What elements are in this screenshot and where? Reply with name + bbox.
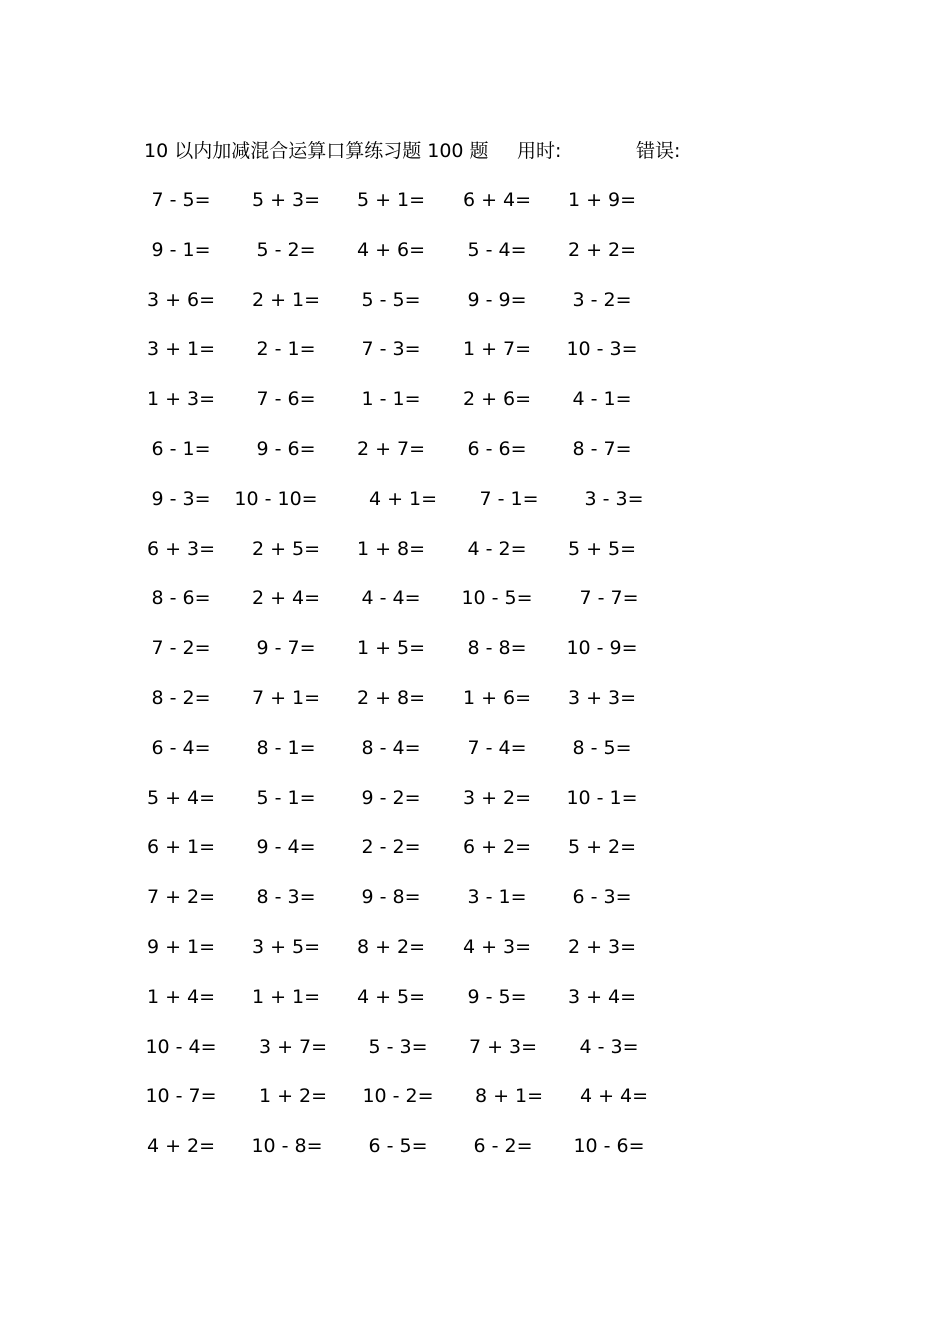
problem-cell: 6 + 1= [146,836,216,858]
problem-cell: 10 - 8= [251,1135,323,1157]
problem-cell: 7 + 1= [251,687,321,709]
problem-cell: 5 - 4= [467,239,527,261]
problem-cell: 7 - 2= [151,637,211,659]
problem-cell: 8 - 6= [151,587,211,609]
problem-cell: 5 + 2= [567,836,637,858]
problem-cell: 4 + 4= [579,1085,649,1107]
problem-cell: 1 + 9= [567,189,637,211]
problem-cell: 10 - 2= [362,1085,434,1107]
problem-cell: 9 - 5= [467,986,527,1008]
problem-cell: 4 - 1= [572,388,632,410]
problem-cell: 7 - 3= [361,338,421,360]
problem-row [146,334,710,364]
problem-cell: 2 - 1= [256,338,316,360]
problem-cell: 8 - 7= [572,438,632,460]
problem-cell: 9 - 1= [151,239,211,261]
problem-cell: 10 - 10= [234,488,318,510]
problem-cell: 8 - 4= [361,737,421,759]
problem-cell: 4 + 2= [146,1135,216,1157]
problem-cell: 8 - 5= [572,737,632,759]
problem-row [150,484,710,514]
problem-row [146,982,710,1012]
problem-cell: 6 - 2= [473,1135,533,1157]
problem-row [146,783,710,813]
problem-cell: 9 + 1= [146,936,216,958]
problem-cell: 2 + 5= [251,538,321,560]
problem-row [150,583,710,613]
problem-cell: 2 + 4= [251,587,321,609]
problem-cell: 7 - 5= [151,189,211,211]
problem-cell: 2 + 8= [356,687,426,709]
problem-row [150,633,710,663]
problem-cell: 8 + 1= [474,1085,544,1107]
problem-cell: 9 - 6= [256,438,316,460]
problem-cell: 4 + 1= [368,488,438,510]
problem-cell: 4 + 3= [462,936,532,958]
problem-cell: 1 + 5= [356,637,426,659]
problem-cell: 2 + 6= [462,388,532,410]
problem-cell: 3 - 2= [572,289,632,311]
problem-cell: 9 - 2= [361,787,421,809]
problem-cell: 5 - 1= [256,787,316,809]
problem-cell: 10 - 7= [145,1085,217,1107]
problem-cell: 10 - 9= [566,637,638,659]
problem-cell: 7 - 1= [479,488,539,510]
problem-cell: 3 + 3= [567,687,637,709]
problem-cell: 1 + 7= [462,338,532,360]
problem-cell: 1 + 2= [258,1085,328,1107]
problem-cell: 5 + 5= [567,538,637,560]
problem-row [145,1081,710,1111]
problem-cell: 10 - 1= [566,787,638,809]
problem-row [150,434,710,464]
problem-cell: 9 - 4= [256,836,316,858]
problem-cell: 6 + 4= [462,189,532,211]
problem-cell: 7 + 2= [146,886,216,908]
problem-cell: 4 + 6= [356,239,426,261]
problem-cell: 10 - 3= [566,338,638,360]
problem-cell: 10 - 6= [573,1135,645,1157]
problem-row [146,1131,710,1161]
problem-cell: 4 - 3= [579,1036,639,1058]
problem-cell: 2 + 2= [567,239,637,261]
problem-cell: 1 + 4= [146,986,216,1008]
problem-cell: 2 + 1= [251,289,321,311]
worksheet-title: 10 以内加减混合运算口算练习题 100 题 [144,140,489,162]
problem-cell: 5 - 2= [256,239,316,261]
problem-cell: 3 + 2= [462,787,532,809]
problem-cell: 5 + 3= [251,189,321,211]
errors-label: 错误: [636,140,681,162]
problem-cell: 2 + 3= [567,936,637,958]
problem-cell: 4 - 2= [467,538,527,560]
problem-cell: 1 + 1= [251,986,321,1008]
problem-cell: 3 + 1= [146,338,216,360]
problem-cell: 1 + 6= [462,687,532,709]
problem-cell: 5 + 4= [146,787,216,809]
problem-cell: 3 - 3= [584,488,644,510]
problem-cell: 8 + 2= [356,936,426,958]
problem-cell: 1 + 3= [146,388,216,410]
problem-row [150,733,710,763]
problem-cell: 8 - 2= [151,687,211,709]
problem-cell: 5 + 1= [356,189,426,211]
problem-cell: 3 - 1= [467,886,527,908]
problem-row [146,285,710,315]
problem-cell: 10 - 4= [145,1036,217,1058]
problem-cell: 5 - 3= [368,1036,428,1058]
problem-row [146,534,710,564]
problem-cell: 6 - 4= [151,737,211,759]
problem-cell: 10 - 5= [461,587,533,609]
problem-cell: 6 - 3= [572,886,632,908]
problem-cell: 6 - 6= [467,438,527,460]
problem-cell: 8 - 3= [256,886,316,908]
problem-row [145,1032,710,1062]
problem-row [146,832,710,862]
problem-row [146,384,710,414]
time-used-label: 用时: [517,140,562,162]
problem-row [150,235,710,265]
problem-row [146,882,710,912]
problem-cell: 6 + 2= [462,836,532,858]
problem-row [150,683,710,713]
problem-row [150,185,710,215]
problem-cell: 3 + 6= [146,289,216,311]
problem-cell: 3 + 4= [567,986,637,1008]
problem-cell: 8 - 1= [256,737,316,759]
problem-cell: 9 - 7= [256,637,316,659]
problem-cell: 9 - 8= [361,886,421,908]
problem-cell: 2 + 7= [356,438,426,460]
problem-cell: 9 - 9= [467,289,527,311]
problem-cell: 6 - 1= [151,438,211,460]
problem-cell: 7 + 3= [468,1036,538,1058]
problem-cell: 3 + 7= [258,1036,328,1058]
problem-cell: 8 - 8= [467,637,527,659]
problem-cell: 7 - 7= [579,587,639,609]
problem-cell: 4 - 4= [361,587,421,609]
problem-cell: 6 - 5= [368,1135,428,1157]
problem-cell: 2 - 2= [361,836,421,858]
problem-cell: 3 + 5= [251,936,321,958]
problem-cell: 7 - 6= [256,388,316,410]
problem-cell: 7 - 4= [467,737,527,759]
problem-cell: 5 - 5= [361,289,421,311]
problem-cell: 1 + 8= [356,538,426,560]
problem-cell: 6 + 3= [146,538,216,560]
problem-cell: 9 - 3= [151,488,211,510]
problem-cell: 1 - 1= [361,388,421,410]
problem-cell: 4 + 5= [356,986,426,1008]
problem-row [146,932,710,962]
